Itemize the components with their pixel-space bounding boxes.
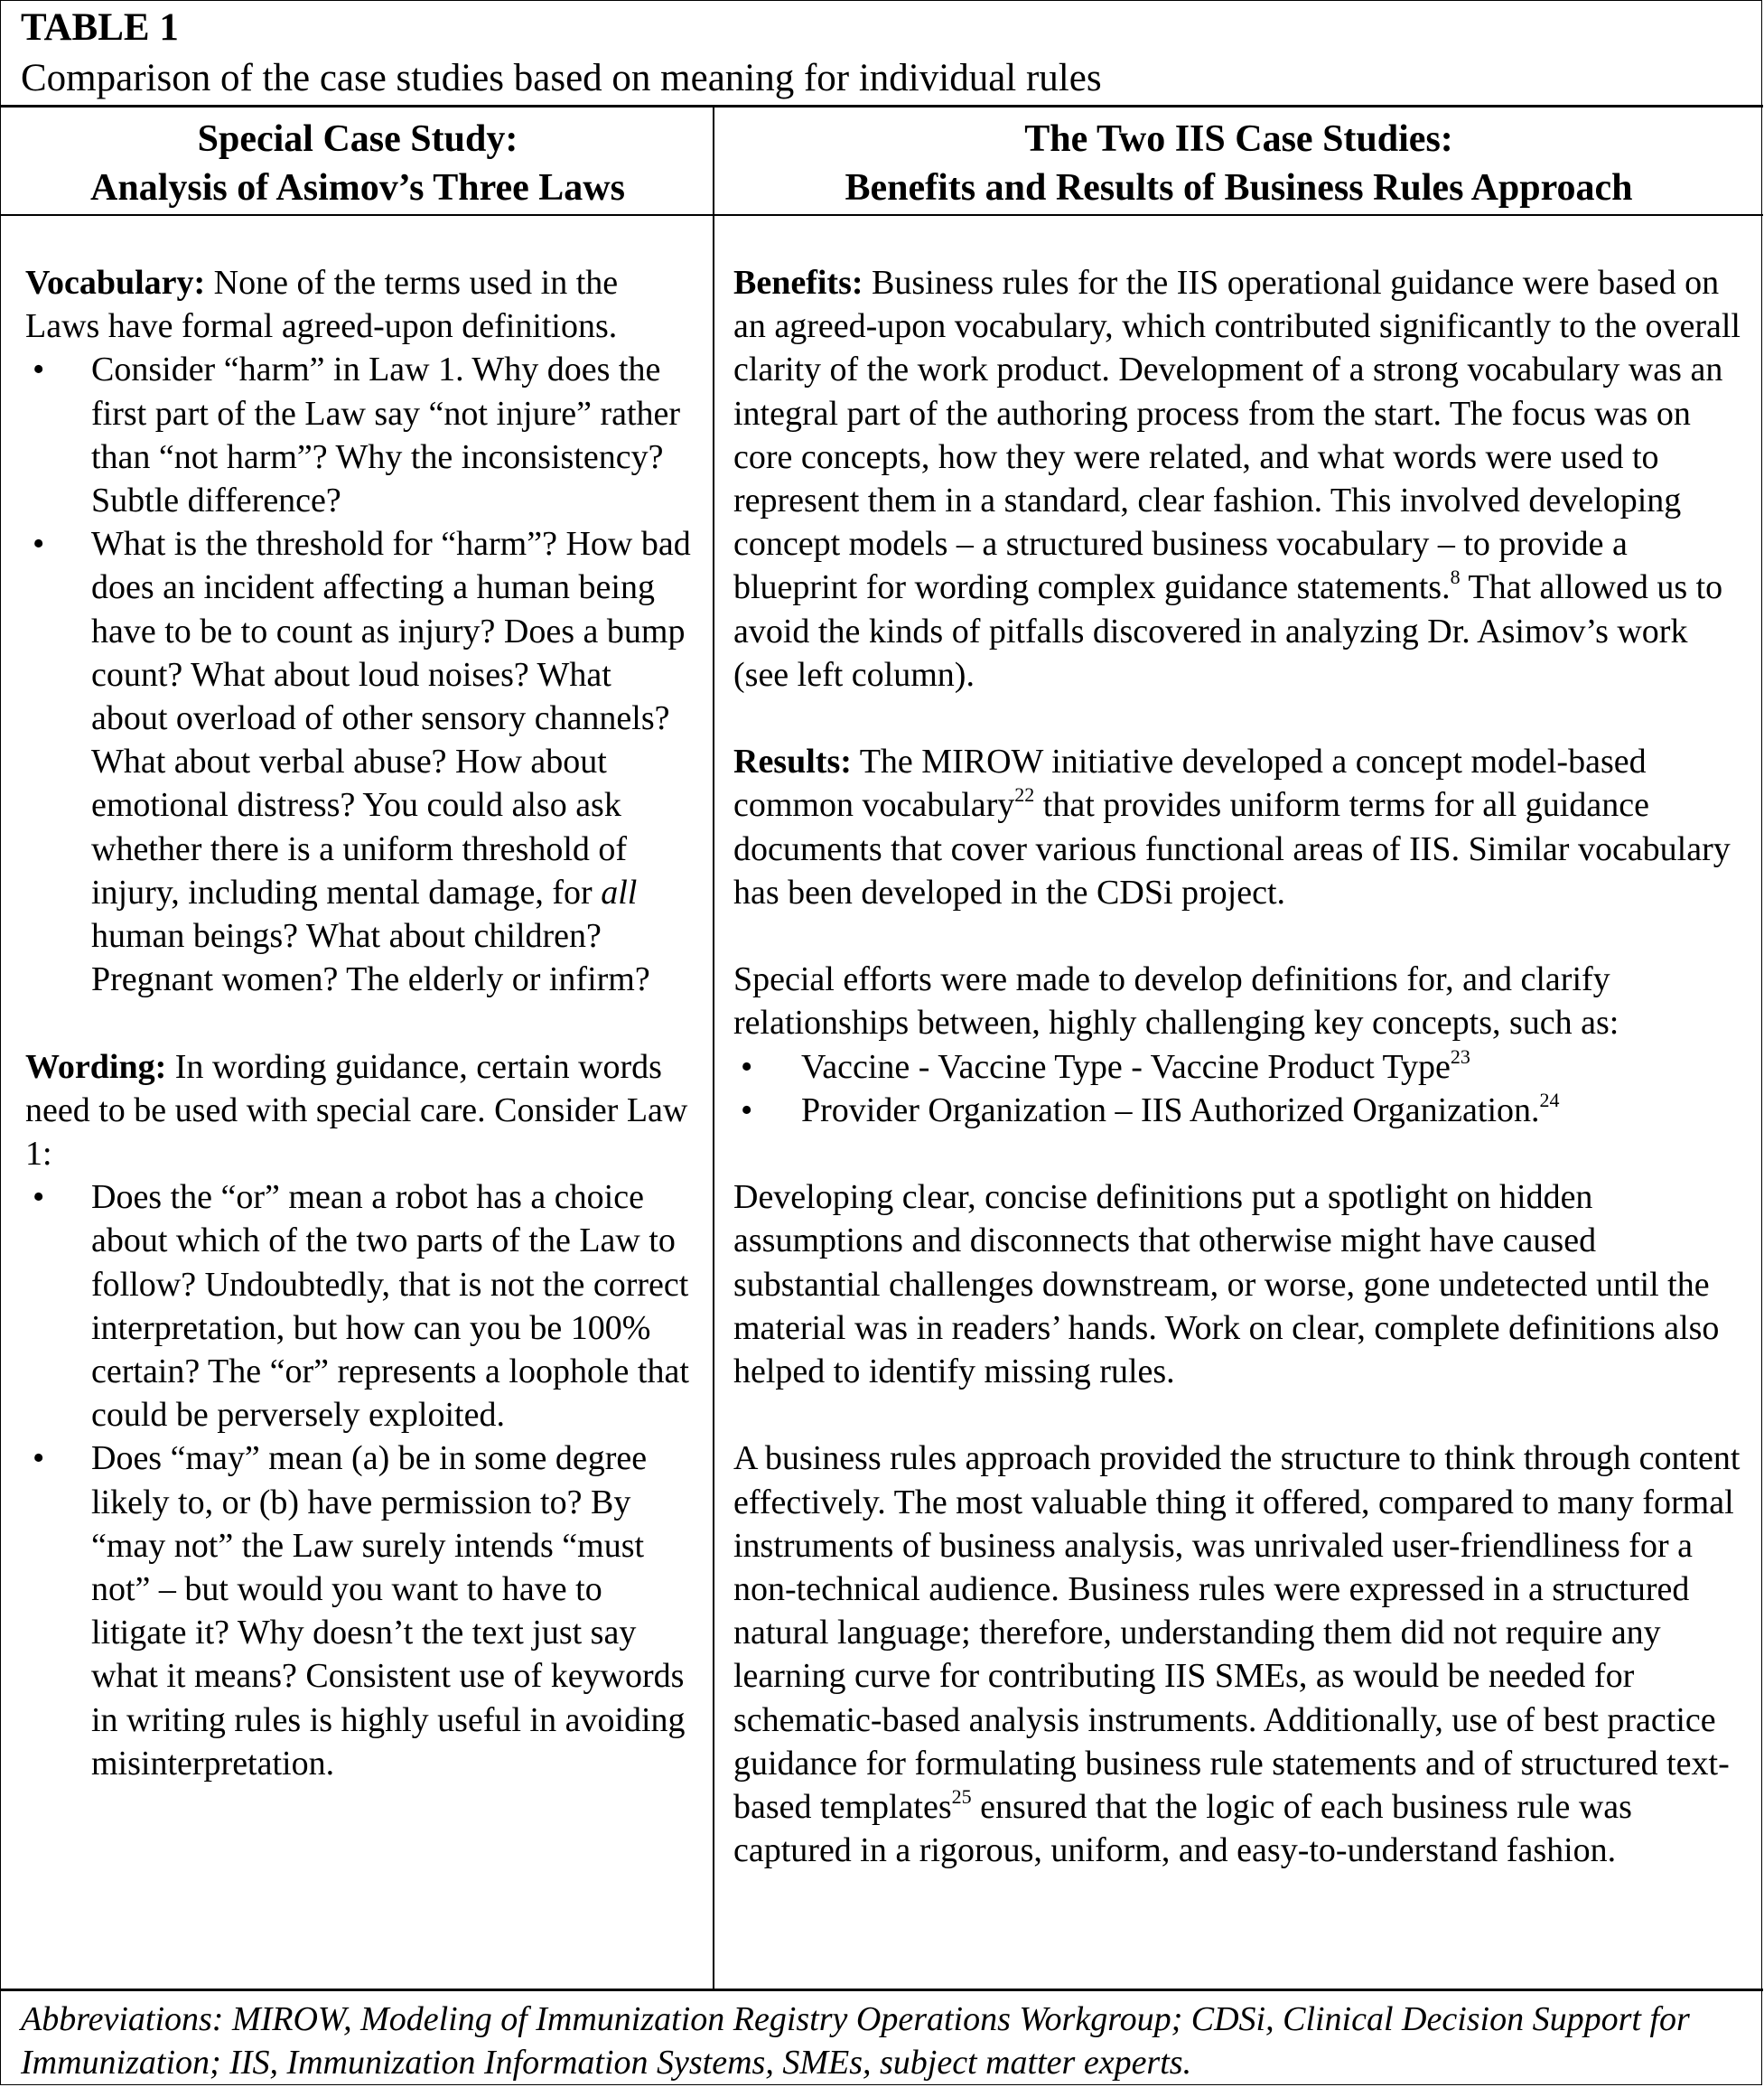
spacer (733, 697, 1745, 740)
table-label: TABLE 1 (21, 6, 179, 49)
right-cell (733, 261, 1745, 1872)
results-paragraph (733, 740, 1745, 914)
results-text: The MIROW initiative developed a concept model-based common vocabulary (733, 743, 1647, 825)
list-item (733, 1045, 1745, 1089)
list-item (25, 522, 694, 1001)
spacer (733, 1393, 1745, 1437)
approach-text: A business rules approach provided the structure to think through content effectively. The most valuable thing it offered, compared to many formal instruments of business analysis, was unrivaled user-friendliness for a non-technical audience. Business rules were expressed in a structured natural language; therefore, understanding them did not require any learning curve for contributing IIS SMEs, as would be needed for schematic-based analysis instruments. Additionally, use of best practice guidance for formulating business rule statements and of structured text-based templates (733, 1439, 1741, 1827)
list-item (25, 348, 694, 522)
bullet-glyph: • (741, 1047, 753, 1086)
benefits-paragraph (733, 261, 1745, 697)
vocabulary-list (25, 348, 694, 1001)
list-item-text: Consider “harm” in Law 1. Why does the first part of the Law say “not injure” rather than “not harm”? Why the inconsistency? Subtle difference? (91, 351, 681, 520)
vocabulary-paragraph (25, 261, 694, 348)
footnote-ref-25: 25 (951, 1785, 972, 1809)
bullet-glyph: • (33, 1439, 45, 1478)
bullet-glyph: • (33, 525, 45, 564)
results-text-cont: that provides uniform terms for all guidance documents that cover various functional areas of IIS. Similar vocabulary has been developed in the CDSi project. (733, 786, 1731, 912)
bullet-glyph: • (741, 1090, 753, 1129)
emphasis-all: all (601, 873, 638, 912)
abbreviations-footnote: Abbreviations: MIROW, Modeling of Immunization Registry Operations Workgroup; CDSi, Clinical Decision Support for Immunization; IIS, Immunization Information Systems, SMEs, subject matter experts. (21, 2000, 1690, 2082)
benefits-label: Benefits: (733, 264, 863, 302)
list-item-text: Does the “or” mean a robot has a choice about which of the two parts of the Law to follow? Undoubtedly, that is not the correct interpretation, but how can you be 100% certain? The “or” represents a loophole that could be perversely exploited. (91, 1178, 689, 1435)
column-header-right (714, 108, 1763, 216)
approach-paragraph (733, 1437, 1745, 1872)
footnote-ref-24: 24 (1539, 1088, 1560, 1111)
list-item-text: What is the threshold for “harm”? How bad does an incident affecting a human being have to be to count as injury? Does a bump count? What about loud noises? What about overload of other sensory channels? What about verbal abuse? How about emotional distress? You could also ask whether there is a uniform threshold of injury, including mental damage, for (91, 525, 691, 912)
column-header-left-line2: Analysis of Asimov’s Three Laws (90, 167, 625, 209)
list-item (25, 1437, 694, 1785)
wording-text: In wording guidance, certain words need to be used with special care. Consider Law 1: (25, 1047, 688, 1174)
vocabulary-label: Vocabulary: (25, 264, 206, 302)
wording-label: Wording: (25, 1047, 167, 1086)
column-header-right-line1: The Two IIS Case Studies: (1024, 118, 1453, 160)
column-header-right-line2: Benefits and Results of Business Rules Approach (845, 167, 1633, 209)
spacer (25, 1001, 694, 1044)
approach-text-cont: ensured that the logic of each business rule was captured in a rigorous, uniform, and easy-to-understand fashion. (733, 1788, 1632, 1870)
list-item (25, 1175, 694, 1437)
wording-paragraph (25, 1045, 694, 1176)
spacer (733, 1132, 1745, 1175)
list-item-text: Provider Organization – IIS Authorized Organization. (801, 1090, 1540, 1129)
footnote-ref-23: 23 (1450, 1044, 1470, 1068)
bullet-glyph: • (33, 351, 45, 389)
list-item (733, 1089, 1745, 1132)
table-subtitle: Comparison of the case studies based on meaning for individual rules (21, 57, 1102, 99)
bullet-glyph: • (33, 1178, 45, 1217)
wording-list (25, 1175, 694, 1785)
footnote-ref-8: 8 (1450, 566, 1461, 589)
results-label: Results: (733, 743, 852, 781)
key-concepts-list (733, 1045, 1745, 1132)
special-efforts-paragraph: Special efforts were made to develop definitions for, and clarify relationships between, highly challenging key concepts, such as: (733, 960, 1619, 1043)
list-item-text: Does “may” mean (a) be in some degree likely to, or (b) have permission to? By “may not” the Law surely intends “must not” – but would you want to have to litigate it? Why doesn’t the text just say what it means? Consistent use of keywords in writing rules is highly useful in avoiding misinterpretation. (91, 1439, 686, 1783)
list-item-text: human beings? What about children? Pregnant women? The elderly or infirm? (91, 917, 650, 999)
spacer (733, 914, 1745, 958)
column-header-left (1, 108, 714, 216)
benefits-text: Business rules for the IIS operational guidance were based on an agreed-upon vocabulary, which contributed significantly to the overall clarity of the work product. Development of a strong vocabulary was an integral part of the authoring process from the start. The focus was on core concepts, how they were related, and what words were used to represent them in a standard, clear fashion. This involved developing concept models – a structured business vocabulary – to provide a blueprint for wording complex guidance statements. (733, 264, 1741, 607)
left-cell (25, 261, 694, 1785)
footer-divider (1, 1989, 1763, 1991)
footnote-ref-22: 22 (1014, 783, 1035, 807)
table-caption (1, 1, 1763, 108)
column-divider (713, 108, 714, 1989)
benefits-text-cont: That allowed us to avoid the kinds of pitfalls discovered in analyzing Dr. Asimov’s work (see left column). (733, 568, 1723, 694)
list-item-text: Vaccine - Vaccine Type - Vaccine Product Type (801, 1047, 1451, 1086)
developing-paragraph: Developing clear, concise definitions put a spotlight on hidden assumptions and disconnects that otherwise might have caused substantial challenges downstream, or worse, gone undetected until the material was in readers’ hands. Work on clear, complete definitions also helped to identify missing rules. (733, 1178, 1720, 1391)
column-header-left-line1: Special Case Study: (197, 118, 518, 160)
vocabulary-text: None of the terms used in the Laws have formal agreed-upon definitions. (25, 264, 619, 346)
